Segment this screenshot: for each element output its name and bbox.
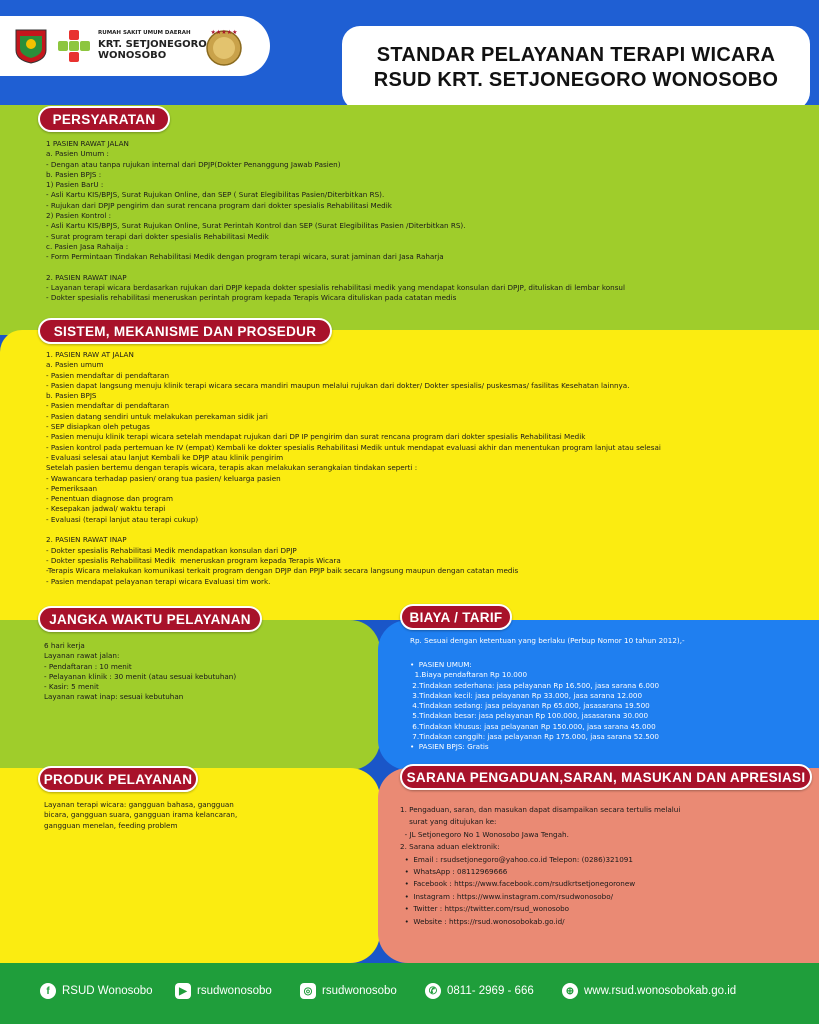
text-line: - Asli Kartu KIS/BPJS, Surat Rujukan Online, dan SEP ( Surat Elegibilitas Pasien/Diterbitkan RS). [46, 190, 385, 200]
text-line: - Kesepakan jadwal/ waktu terapi [46, 504, 166, 514]
text-line: - Pasien mendaftar di pendaftaran [46, 370, 170, 380]
text-line: -Terapis Wicara melakukan komunikasi terkait program dengan DPJP dan PPJP baik secara langsung maupun dengan catatan medis [46, 566, 519, 576]
text-line: - Penentuan diagnose dan program [46, 494, 173, 504]
persyaratan-heading: PERSYARATAN [38, 106, 170, 132]
text-line: • Instagram : https://www.instagram.com/rsudwonosobo/ [400, 891, 614, 901]
jangka-heading: JANGKA WAKTU PELAYANAN [38, 606, 262, 632]
text-line: gangguan menelan, feeding problem [44, 820, 178, 830]
text-line: - Pelayanan klinik : 30 menit (atau sesuai kebutuhan) [44, 671, 237, 681]
persyaratan-text [46, 139, 625, 304]
facebook-icon: f [40, 983, 56, 999]
footer-facebook-label: RSUD Wonosobo [62, 985, 153, 997]
produk-section [0, 768, 380, 963]
text-line: - Dokter spesialis Rehabilitasi Medik mendapatkan konsulan dari DPJP [46, 545, 297, 555]
biaya-intro: Rp. Sesuai dengan ketentuan yang berlaku (Perbup Nomor 10 tahun 2012),- [410, 636, 685, 645]
text-line: surat yang ditujukan ke: [400, 817, 497, 827]
text-line: - Asli Kartu KIS/BPJS, Surat Rujukan Online, Surat Perintah Kontrol dan SEP (Surat Elegibilitas Pasien /Diterbitkan RS). [46, 221, 466, 231]
text-line: 6.Tindakan khusus: jasa pelayanan Rp 150.000, jasa sarana 45.000 [410, 721, 656, 731]
whatsapp-icon: ✆ [425, 983, 441, 999]
text-line: 3.Tindakan kecil: jasa pelayanan Rp 33.000, jasa sarana 12.000 [410, 690, 643, 700]
text-line: • Website : https://rsud.wonosobokab.go.id/ [400, 916, 565, 926]
footer-instagram-label: rsudwonosobo [322, 985, 397, 997]
text-line: - JL Setjonegoro No 1 Wonosobo Jawa Tengah. [400, 829, 569, 839]
text-line: a. Pasien Umum : [46, 149, 109, 159]
text-line: b. Pasien BPJS [46, 391, 97, 401]
text-line: 4.Tindakan sedang: jasa pelayanan Rp 65.000, jasasarana 19.500 [410, 701, 650, 711]
text-line: - Evaluasi (terapi lanjut atau terapi cukup) [46, 514, 199, 524]
youtube-icon: ▶ [175, 983, 191, 999]
text-line: 1) Pasien BarU : [46, 180, 104, 190]
produk-text [44, 800, 237, 831]
text-line: - Rujukan dari DPJP pengirim dan surat rencana program dari dokter spesialis Rehabilitasi Medik [46, 200, 392, 210]
text-line: • Email : rsudsetjonegoro@yahoo.co.id Telepon: (0286)321091 [400, 854, 633, 864]
text-line: • PASIEN BPJS: Gratis [410, 742, 489, 752]
text-line: Layanan rawat inap: sesuai kebutuhan [44, 692, 184, 702]
footer-website-label: www.rsud.wonosobokab.go.id [584, 985, 737, 997]
text-line: 5.Tindakan besar: jasa pelayanan Rp 100.000, jasasarana 30.000 [410, 711, 649, 721]
text-line: b. Pasien BPJS : [46, 169, 102, 179]
jangka-text [44, 641, 236, 703]
text-line: - Pasien menuju klinik terapi wicara setelah mendapat rujukan dari DP IP pengirim dan surat rencana program dari dokter spesialis Rehabilitasi Medik [46, 432, 586, 442]
text-line: Layanan rawat jalan: [44, 651, 120, 661]
footer-youtube[interactable] [175, 983, 272, 999]
footer-youtube-label: rsudwonosobo [197, 985, 272, 997]
text-line: - Dokter spesialis Rehabilitasi Medik meneruskan program kepada Terapis Wicara [46, 555, 341, 565]
text-line: - Dengan atau tanpa rujukan internal dari DPJP(Dokter Penanggung Jawab Pasien) [46, 159, 341, 169]
text-line: - Pasien dapat langsung menuju klinik terapi wicara secara mandiri maupun melalui rujukan dari dokter/ Dokter spesialis/ puskesmas/ fasilitas Kesehatan lainnya. [46, 380, 630, 390]
text-line: - Form Permintaan Tindakan Rehabilitasi Medik dengan program terapi wicara, surat jaminan dari Jasa Raharja [46, 252, 444, 262]
text-line: Layanan terapi wicara: gangguan bahasa, gangguan [44, 800, 234, 809]
text-line [46, 525, 661, 535]
footer-facebook[interactable] [40, 983, 153, 999]
text-line: - Pendaftaran : 10 menit [44, 661, 132, 671]
text-line: 1. Pengaduan, saran, dan masukan dapat disampaikan secara tertulis melalui [400, 805, 681, 814]
text-line: 1. PASIEN RAW AT JALAN [46, 350, 134, 359]
text-line: 2. PASIEN RAWAT INAP [46, 535, 127, 545]
footer-instagram[interactable] [300, 983, 397, 999]
sarana-heading: SARANA PENGADUAN,SARAN, MASUKAN DAN APRESIASI [400, 764, 812, 790]
text-line: 6 hari kerja [44, 641, 85, 650]
text-line: 7.Tindakan canggih: jasa pelayanan Rp 175.000, jasa sarana 52.500 [410, 732, 659, 742]
hospital-name-line-2: WONOSOBO [98, 50, 167, 61]
sistem-heading: SISTEM, MEKANISME DAN PROSEDUR [38, 318, 332, 344]
footer-website[interactable] [562, 983, 736, 999]
globe-icon: ⊕ [562, 983, 578, 999]
text-line: • Facebook : https://www.facebook.com/rsudkrtsetjonegoronew [400, 879, 636, 889]
title-card [342, 26, 810, 110]
text-line: 1.Biaya pendaftaran Rp 10.000 [410, 670, 528, 680]
footer-whatsapp[interactable] [425, 983, 534, 999]
footer-whatsapp-label: 0811- 2969 - 666 [447, 985, 534, 997]
text-line: • WhatsApp : 08112969666 [400, 867, 508, 877]
text-line: 1 PASIEN RAWAT JALAN [46, 139, 129, 148]
text-line: • Twitter : https://twitter.com/rsud_wonosobo [400, 904, 570, 914]
page-title-line-2: RSUD KRT. SETJONEGORO WONOSOBO [373, 69, 779, 91]
text-line: • PASIEN UMUM: [410, 660, 472, 669]
text-line: - Layanan terapi wicara berdasarkan rujukan dari DPJP kepada dokter spesialis rehabilitasi medik yang mendapat konsulan dari DPJP, dituliskan di lembar konsul [46, 283, 625, 293]
text-line: Setelah pasien bertemu dengan terapis wicara, terapis akan melakukan serangkaian tindakan seperti : [46, 463, 418, 473]
text-line: - SEP disiapkan oleh petugas [46, 422, 150, 432]
text-line: 2. Sarana aduan elektronik: [400, 842, 500, 852]
text-line: bicara, gangguan suara, gangguan irama kelancaran, [44, 810, 238, 820]
text-line: 2.Tindakan sederhana: jasa pelayanan Rp 16.500, jasa sarana 6.000 [410, 680, 660, 690]
regency-emblem-icon [14, 28, 48, 64]
page-title-line-1: STANDAR PELAYANAN TERAPI WICARA [376, 44, 776, 66]
text-line: - Pasien mendapat pelayanan terapi wicara Evaluasi tim work. [46, 576, 271, 586]
text-line: c. Pasien Jasa Rahaija : [46, 241, 129, 251]
hospital-name [98, 39, 207, 61]
text-line: - Kasir: 5 menit [44, 682, 99, 692]
text-line: a. Pasien umum [46, 360, 104, 370]
text-line: - Wawancara terhadap pasien/ orang tua pasien/ keluarga pasien [46, 473, 281, 483]
svg-text:★★★★★: ★★★★★ [210, 29, 238, 36]
text-line: 2. PASIEN RAWAT INAP [46, 272, 127, 282]
text-line [46, 263, 625, 273]
produk-heading: PRODUK PELAYANAN [38, 766, 198, 792]
hospital-cross-logo-icon [56, 28, 92, 64]
text-line: - Surat program terapi dari dokter spesialis Rehabilitasi Medik [46, 231, 269, 241]
biaya-heading: BIAYA / TARIF [400, 604, 512, 630]
text-line: 2) Pasien Kontrol : [46, 211, 112, 221]
text-line: - Pemeriksaan [46, 483, 98, 493]
text-line: - Pasien kontrol pada pertemuan ke IV (empat) Kembali ke dokter spesialis Rehabilitasi Medik untuk mendapat evaluasi akhir dan menentukan program lanjut atau selesai [46, 442, 661, 452]
text-line: - Pasien datang sendiri untuk melakukan perekaman sidik jari [46, 411, 268, 421]
text-line: - Evaluasi selesai atau lanjut Kembali ke DPJP atau klinik pengirim [46, 452, 284, 462]
accreditation-seal-icon [204, 26, 244, 68]
biaya-text [410, 660, 659, 753]
sarana-text [400, 804, 680, 928]
hospital-name-line-1: KRT. SETJONEGORO [98, 39, 207, 50]
text-line: - Pasien mendaftar di pendaftaran [46, 401, 170, 411]
instagram-icon: ◎ [300, 983, 316, 999]
hospital-type-label: RUMAH SAKIT UMUM DAERAH [98, 30, 191, 36]
text-line: - Dokter spesialis rehabilitasi meneruskan perintah program kepada Terapis Wicara dituliskan pada catatan medis [46, 293, 457, 303]
sistem-text [46, 350, 661, 587]
